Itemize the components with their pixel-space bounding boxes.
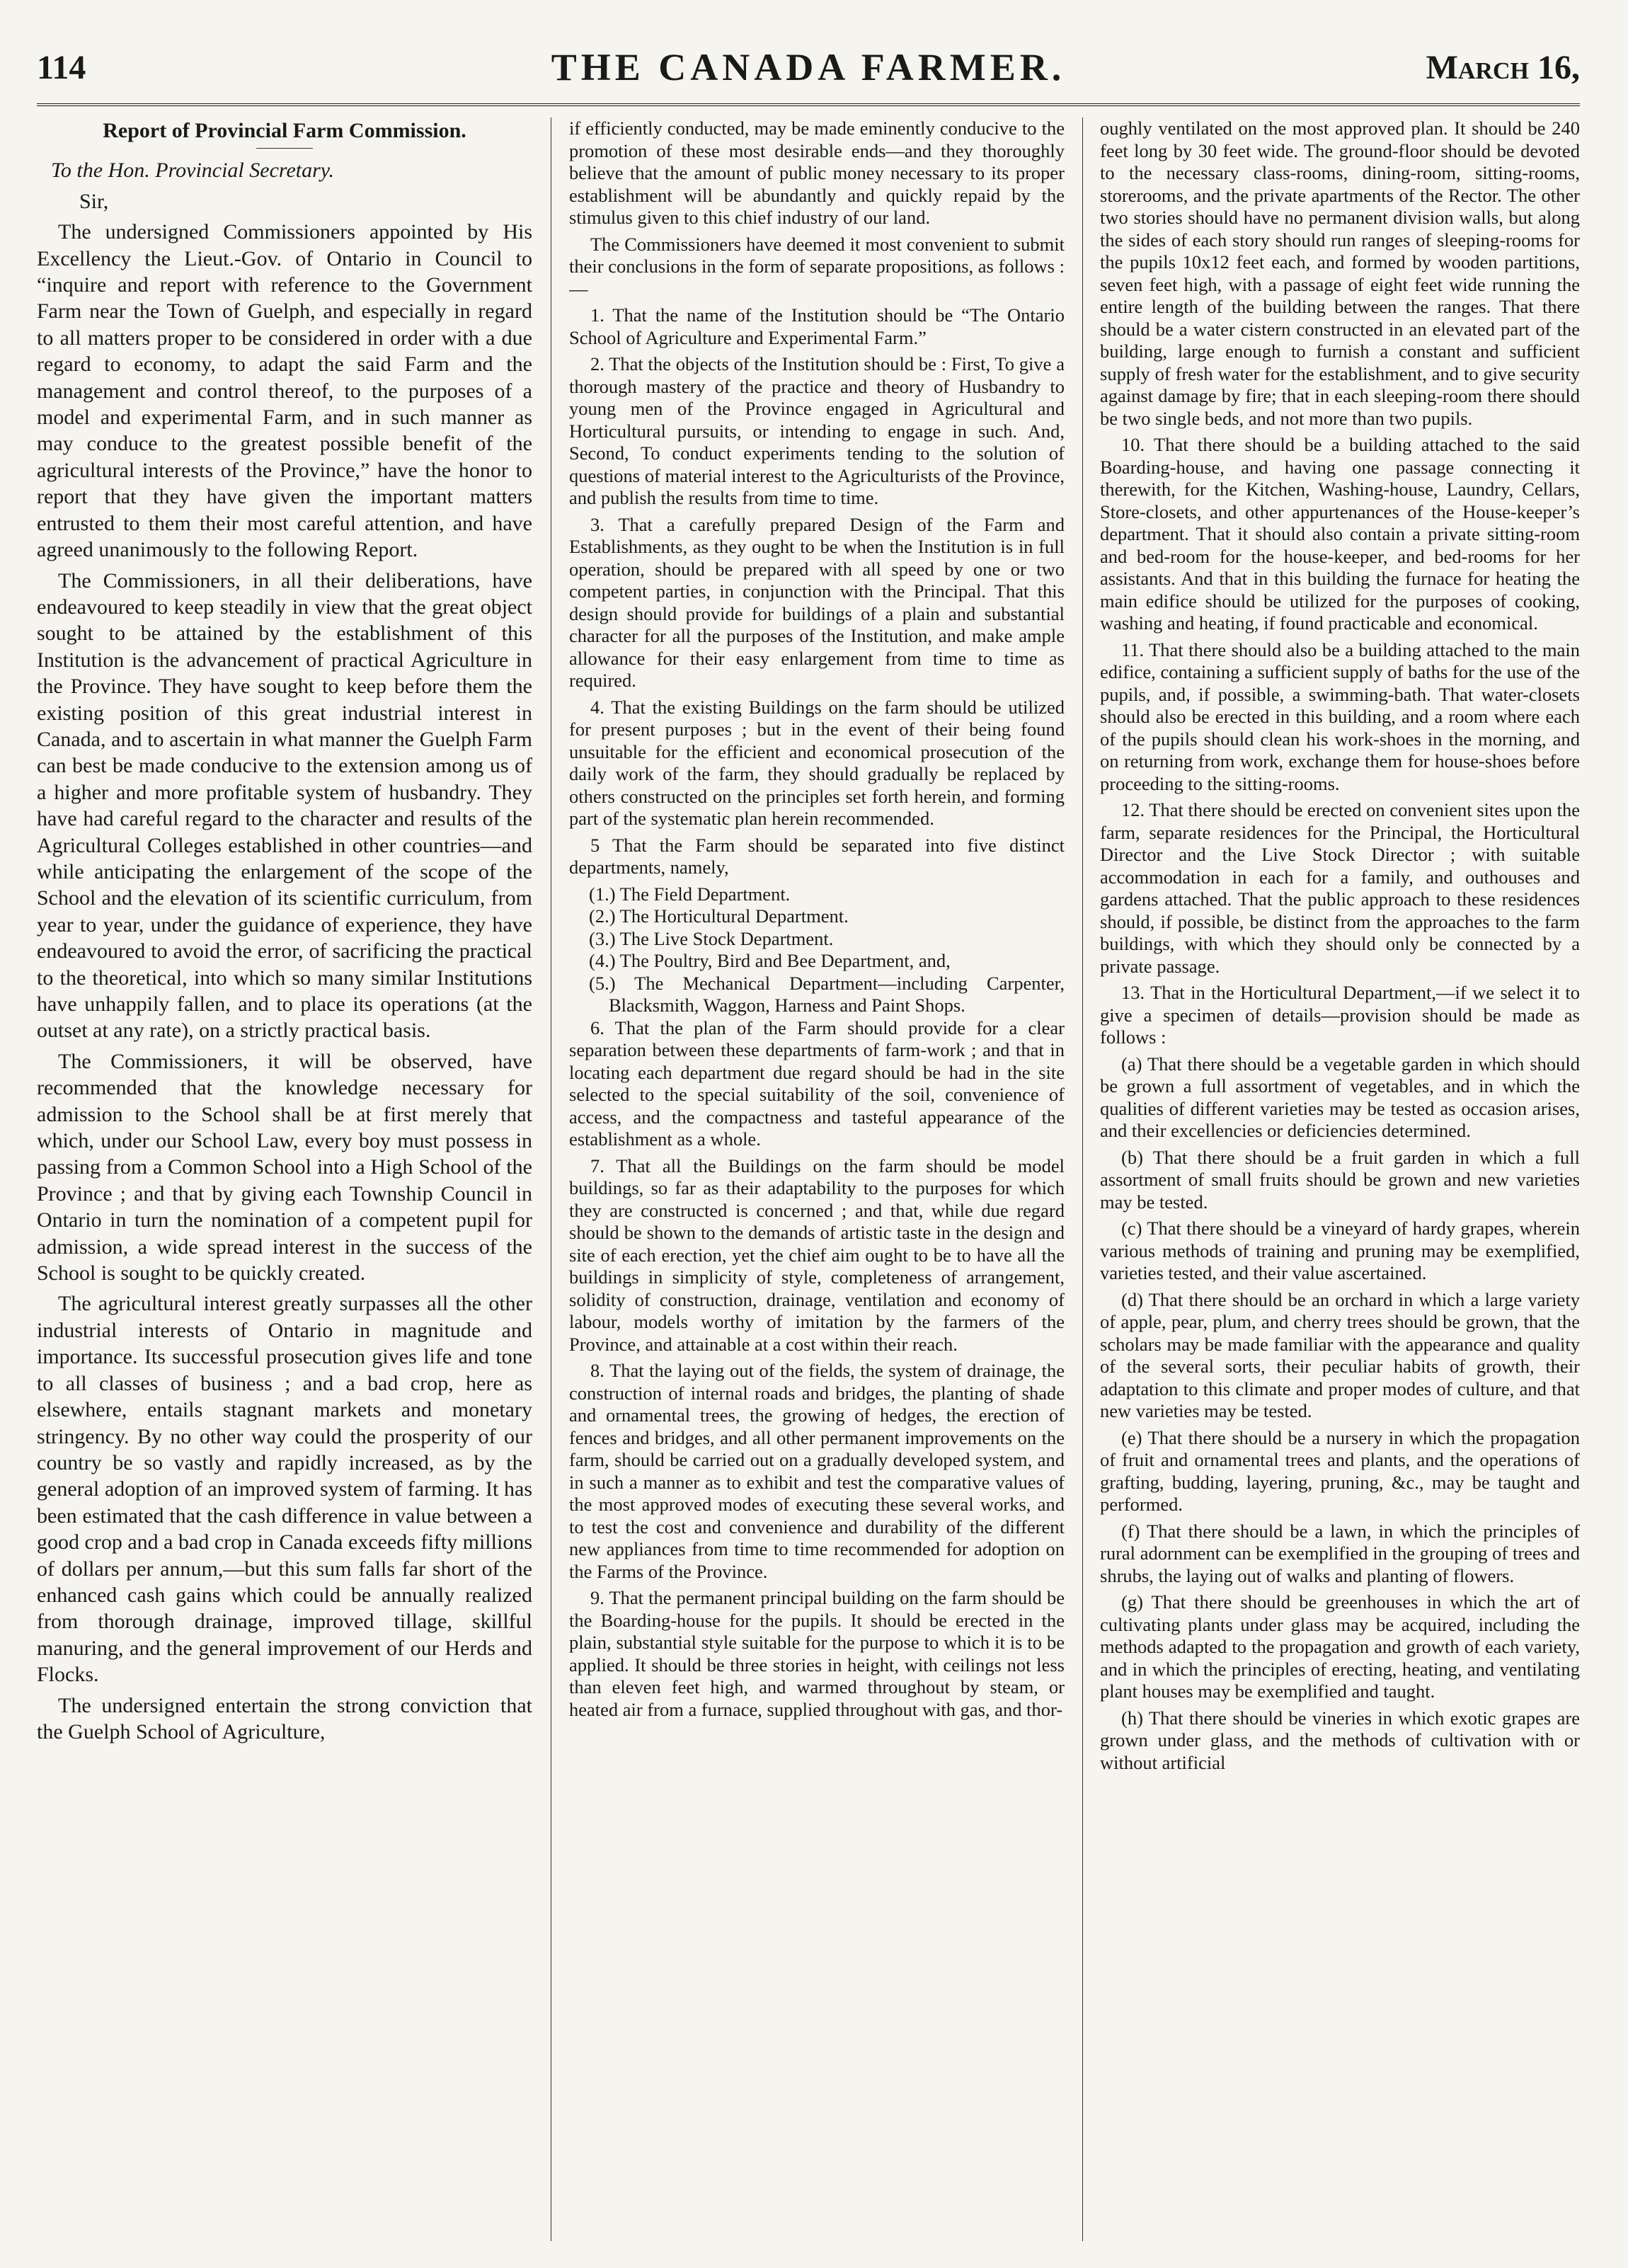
sub-provision: (f) That there should be a lawn, in which the principles of rural adornment can be exemplified in the grouping of trees and shrubs, the laying out of walks and planting of flowers. (1100, 1520, 1580, 1586)
issue-date: March 16, (1426, 49, 1580, 86)
sub-provision: (g) That there should be greenhouses in which the art of cultivating plants under glass may be acquired, including the methods adapted to the propagation and growth of each variety, and in which the principles of erecting, heating, and ventilating plant houses may be exemplified and taught. (1100, 1591, 1580, 1702)
paragraph: The Commissioners, it will be observed, have recommended that the knowledge necessary for admission to the School shall be at first merely that which, under our School Law, every boy must possess in passing from a Common School into a High School of the Province ; and that by giving each Township Council in Ontario in turn the nomination of a competent pupil for admission, a wide spread interest in the success of the School is sought to be quickly created. (37, 1049, 532, 1285)
proposition: 11. That there should also be a building attached to the main edifice, containing a sufficient supply of baths for the use of the pupils, and, if possible, a swimming-bath. That water-closets should also be erected in this building, and a room where each of the pupils should clean his work-shoes in the morning, and on returning from work, exchange them for house-shoes before proceeding to the sitting-rooms. (1100, 638, 1580, 794)
sub-provision: (a) That there should be a vegetable garden in which should be grown a full assortment of vegetables, and in which the qualities of different varieties may be tested as occasion arises, and their excellencies or deficiencies determined. (1100, 1053, 1580, 1141)
salutation: Sir, (79, 189, 109, 213)
paragraph: The Commissioners have deemed it most convenient to submit their conclusions in the form of separate propositions, as follows :— (569, 233, 1065, 299)
department-item: (5.) The Mechanical Department—including Carpenter, Blacksmith, Waggon, Harness and Paint Shops. (589, 972, 1065, 1016)
proposition: 12. That there should be erected on convenient sites upon the farm, separate residences for the Principal, the Horticultural Director and the Live Stock Director ; with suitable accommodation in each for a family, and outhouses and gardens attached. That the public approach to these residences should, if possible, be distinct from the approaches to the farm buildings, with which they should only be connected by a private passage. (1100, 799, 1580, 977)
proposition: 5 That the Farm should be separated into five distinct departments, namely, (569, 834, 1065, 878)
column-divider (1082, 118, 1083, 2241)
addressee: To the Hon. Provincial Secretary. (51, 159, 334, 183)
department-item: (2.) The Horticultural Department. (589, 905, 849, 927)
page-number: 114 (37, 49, 86, 86)
proposition: 7. That all the Buildings on the farm should be model buildings, so far as their adaptability to the purposes for which they are constructed is concerned ; and that, while due regard should be shown to the demands of artistic taste in the design and site of each erection, yet the chief aim ought to be to have all the buildings in simplicity of style, completeness of arrangement, solidity of construction, drainage, ventilation and economy of labour, models worthy of imitation by the farmers of the Province, and attainable at a cost within their reach. (569, 1155, 1065, 1355)
proposition: 2. That the objects of the Institution should be : First, To give a thorough mastery of the practice and theory of Husbandry to young men of the Province engaged in Agricultural and Horticultural pursuits, or intending to engage in such. And, Second, To conduct experiments tending to the solution of questions of material interest to the Agriculturists of the Province, and publish the results from time to time. (569, 353, 1065, 508)
column-1 (37, 118, 532, 2241)
proposition: 3. That a carefully prepared Design of the Farm and Establishments, as they ought to be when the Institution is in full operation, should be prepared with all speed by one or two competent parties, in conjunction with the Principal. That this design should provide for buildings of a plain and substantial character for all the purposes of the Institution, and make ample allowance for their easy enlargement from time to time as required. (569, 513, 1065, 691)
department-item: (4.) The Poultry, Bird and Bee Department, and, (589, 950, 951, 971)
article-heading: Report of Provincial Farm Commission. (103, 119, 466, 142)
proposition: 1. That the name of the Institution should be “The Ontario School of Agriculture and Experimental Farm.” (569, 304, 1065, 348)
sub-provision: (h) That there should be vineries in which exotic grapes are grown under glass, and the methods of cultivation with or without artificial (1100, 1707, 1580, 1773)
paragraph: The Commissioners, in all their deliberations, have endeavoured to keep steadily in view that the great object sought to be attained by the establishment of this Institution is the advancement of practical Agriculture in the Province. They have sought to keep before them the existing position of this great industrial interest in Canada, and to ascertain in what manner the Guelph Farm can best be made conducive to the extension among us of a higher and more profitable system of husbandry. They have had careful regard to the character and results of the Agricultural Colleges established in other countries—and while anticipating the enlargement of the scope of the School and the elevation of its scientific curriculum, from year to year, under the guidance of experience, they have endeavoured to avoid the error, of sacrificing the practical to the theoretical, into which so many similar Institutions have unhappily fallen, and to place its operations (at the outset at any rate), on a strictly practical basis. (37, 568, 532, 1043)
heading-rule (256, 148, 313, 149)
paragraph: The undersigned Commissioners appointed by His Excellency the Lieut.-Gov. of Ontario in Council to “inquire and report with reference to the Government Farm near the Town of Guelph, and especially in regard to all matters proper to be considered in order with a due regard to economy, to adapt the said Farm and the management and control thereof, to the purposes of a model and experimental Farm, and in such manner as may conduce to the greatest possible benefit of the agricultural interests of the Province,” have the honor to report that they have given the important matters entrusted to them their most careful attention, and have agreed unanimously to the following Report. (37, 220, 532, 562)
column-3 (1100, 118, 1580, 2241)
paragraph: oughly ventilated on the most approved plan. It should be 240 feet long by 30 feet wide. The ground-floor should be devoted to the necessary class-rooms, dining-room, sitting-rooms, storerooms, and the private apartments of the Rector. The other two stories should have no permanent division walls, but along the sides of each story should run ranges of sleeping-rooms for the pupils 10x12 feet each, and formed by wooden partitions, seven feet high, with a passage of eight feet wide running the entire length of the building between the ranges. That there should be a water cistern constructed in an elevated part of the building, large enough to furnish a constant and sufficient supply of fresh water for the establishment, and to give security against damage by fire; that in each sleeping-room there should be two single beds, and not more than two pupils. (1100, 118, 1580, 429)
proposition: 6. That the plan of the Farm should provide for a clear separation between these departments of farm-work ; and that in locating each department due regard should be had in the site selected to the special suitability of the soil, convenience of access, and the compactness and tasteful appearance of the establishment as a whole. (569, 1016, 1065, 1150)
proposition: 4. That the existing Buildings on the farm should be utilized for present purposes ; but in the event of their being found unsuitable for the efficient and economical prosecution of the daily work of the farm, they should gradually be replaced by others constructed on the principles set forth herein, and forming part of the systematic plan herein recommended. (569, 696, 1065, 829)
sub-provision: (c) That there should be a vineyard of hardy grapes, wherein various methods of training and pruning may be exemplified, varieties tested, and their value ascertained. (1100, 1218, 1580, 1283)
paragraph: The undersigned entertain the strong conviction that the Guelph School of Agriculture, (37, 1693, 532, 1743)
sub-provision: (b) That there should be a fruit garden in which a full assortment of small fruits should be grown and new varieties may be tested. (1100, 1146, 1580, 1213)
newspaper-title: THE CANADA FARMER. (551, 46, 1066, 88)
masthead (37, 42, 1580, 106)
paragraph: The agricultural interest greatly surpasses all the other industrial interests of Ontario in magnitude and importance. Its successful prosecution gives life and tone to all classes of business ; and a bad crop, here as elsewhere, entails stagnant markets and monetary stringency. By no other way could the prosperity of our country be so vastly and rapidly increased, as by the general adoption of an improved system of farming. It has been estimated that the cash difference in value between a good crop and a bad crop in Canada exceeds fifty millions of dollars per annum,—but this sum falls far short of the enhanced cash gains which could be annually realized from thorough drainage, improved tillage, skillful manuring, and the general improvement of our Herds and Flocks. (37, 1292, 532, 1687)
department-item: (1.) The Field Department. (589, 883, 791, 905)
proposition: 9. That the permanent principal building on the farm should be the Boarding-house for the pupils. It should be erected in the plain, substantial style suitable for the purpose to which it is to be applied. It should be three stories in height, with ceilings not less than eleven feet high, and warmed throughout by steam, or heated air from a furnace, supplied throughout with gas, and thor- (569, 1587, 1065, 1720)
column-2 (569, 118, 1065, 2241)
proposition: 8. That the laying out of the fields, the system of drainage, the construction of internal roads and bridges, the planting of shade and ornamental trees, the growing of hedges, the erection of fences and bridges, and all other permanent improvements on the farm, should be carried out on a gradually developed system, and in such a manner as to exhibit and test the comparative values of the most approved modes of executing these several works, and to test the cost and convenience and durability of the different new appliances from time to time recommended for adoption on the Farms of the Province. (569, 1360, 1065, 1582)
sub-provision: (d) That there should be an orchard in which a large variety of apple, pear, plum, and cherry trees should be grown, that the scholars may be made familiar with the appearance and quality of the several sorts, their peculiar habits of growth, their adaptation to this climate and proper modes of culture, and that new varieties may be tested. (1100, 1288, 1580, 1421)
proposition: 10. That there should be a building attached to the said Boarding-house, and having one passage connecting it therewith, for the Kitchen, Washing-house, Laundry, Cellars, Store-closets, and other appurtenances of the House-keeper’s department. That it should also contain a private sitting-room and bed-room for the house-keeper, and bed-rooms for her assistants. And that in this building the furnace for heating the main edifice should be utilized for the purposes of cooking, washing and heating, if found practicable and economical. (1100, 434, 1580, 634)
sub-provision: (e) That there should be a nursery in which the propagation of fruit and ornamental trees and plants, and the operations of grafting, budding, layering, pruning, &c., may be taught and performed. (1100, 1426, 1580, 1515)
article-columns (37, 118, 1580, 2241)
department-item: (3.) The Live Stock Department. (589, 927, 834, 949)
paragraph: if efficiently conducted, may be made eminently conducive to the promotion of these most desirable ends—and they thoroughly believe that the amount of public money necessary to its proper establishment will be abundantly and quickly repaid by the stimulus given to this chief industry of our land. (569, 118, 1065, 228)
proposition: 13. That in the Horticultural Department,—if we select it to give a specimen of details—provision should be made as follows : (1100, 982, 1580, 1048)
